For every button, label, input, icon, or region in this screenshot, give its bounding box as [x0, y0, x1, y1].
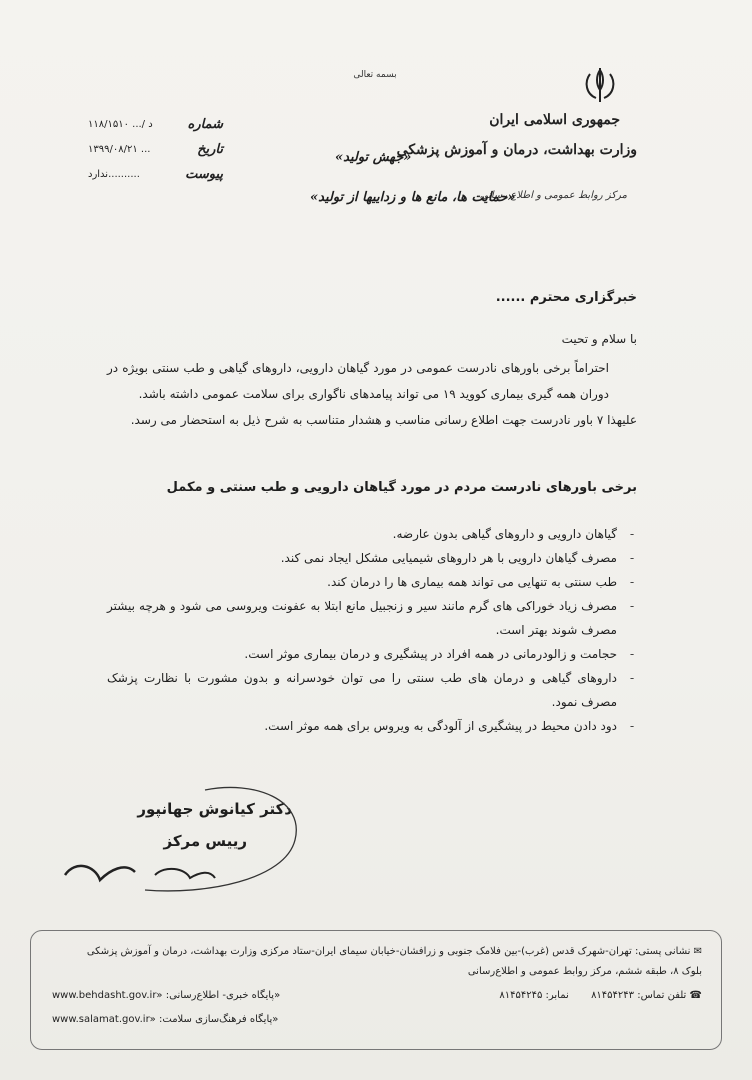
list-item: - داروهای گیاهی و درمان های طب سنتی را می توان خودسرانه و بدون مشورت با نظارت پزشک مصرف نمود.	[107, 671, 635, 709]
envelope-icon: ✉	[693, 946, 702, 957]
date-row	[88, 137, 223, 162]
footer-phone-fax	[499, 990, 702, 1001]
news-site-label: «پایگاه خبری- اطلاع‌رسانی:	[165, 990, 281, 1001]
addressee: خبرگزاری محترم ......	[495, 290, 637, 305]
ministry-line1: جمهوری اسلامی ایران	[489, 112, 620, 128]
culture-site[interactable]	[52, 1014, 278, 1025]
footer-address-line1: ✉ نشانی پستی: تهران-شهرک قدس (غرب)-بین فلامک جنوبی و زرافشان-خیابان سیمای ایران-ستاد مرکزی وزارت بهداشت، درمان و آموزش پزشکی	[86, 946, 702, 957]
number-label: شماره	[187, 117, 223, 132]
slogan-primary: «جهش تولید»	[335, 150, 412, 165]
slogan-secondary: «حمایت ها، مانع ها و زداییها از تولید»	[310, 190, 516, 205]
letter-meta	[88, 112, 223, 187]
footer-address-line2: بلوک ۸، طبقه ششم، مرکز روابط عمومی و اطلاع‌رسانی	[467, 966, 702, 977]
culture-site-label: «پایگاه فرهنگ‌سازی سلامت:	[159, 1014, 279, 1025]
fax-number: نمابر: ۸۱۴۵۴۲۴۵	[499, 990, 569, 1001]
attachment-row	[88, 162, 223, 187]
beliefs-list	[107, 522, 647, 738]
body-paragraph: احتراماً برخی باورهای نادرست عمومی در مورد گیاهان دارویی، داروهای گیاهی و طب سنتی بویژه در دوران همه گیری بیماری کووید ۱۹ می تواند پیامدهای ناگواری برای سلامت عمومی داشته باشد.	[107, 361, 609, 401]
date-label: تاریخ	[197, 142, 223, 157]
date-value: ۱۳۹۹/۰۸/۲۱ ...	[88, 144, 151, 155]
number-row	[88, 112, 223, 137]
phone-number: تلفن تماس: ۸۱۴۵۴۲۴۳	[591, 990, 687, 1001]
list-item: - دود دادن محیط در پیشگیری از آلودگی به ویروس برای همه موثر است.	[264, 719, 635, 733]
list-item: - گیاهان دارویی و داروهای گیاهی بدون عارضه.	[392, 527, 635, 541]
bismillah: بسمه تعالی	[353, 70, 397, 80]
body-paragraph: علیهذا ۷ باور نادرست جهت اطلاع رسانی مناسب و هشدار متناسب به شرح ذیل به استحضار می رسد.	[130, 413, 637, 427]
number-value: ۱۱۸/۱۵۱۰ .../ د	[88, 119, 153, 130]
news-site-url[interactable]: www.behdasht.gov.ir»	[52, 990, 163, 1001]
list-item: - مصرف گیاهان دارویی با هر داروهای شیمیایی مشکل ایجاد نمی کند.	[280, 551, 635, 565]
list-item: - طب سنتی به تنهایی می تواند همه بیماری ها را درمان کند.	[327, 575, 635, 589]
letter-body	[107, 355, 637, 433]
section-heading: برخی باورهای نادرست مردم در مورد گیاهان دارویی و طب سنتی و مکمل	[166, 480, 637, 495]
attachment-label: پیوست	[185, 167, 223, 182]
ministry-line2: وزارت بهداشت، درمان و آموزش پزشکی	[396, 142, 637, 158]
signature-title: رییس مرکز	[163, 832, 247, 850]
greeting: با سلام و تحیت	[561, 332, 637, 346]
ministry-line3: مرکز روابط عمومی و اطلاع رسانی	[479, 190, 627, 201]
list-item: - مصرف زیاد خوراکی های گرم مانند سیر و زنجبیل مانع ابتلا به عفونت ویروسی می شود و هرچه بیشتر مصرف شوند بهتر است.	[107, 599, 635, 637]
phone-icon: ☎	[689, 990, 702, 1001]
news-site[interactable]	[52, 990, 280, 1001]
attachment-value: ندارد..........	[88, 169, 140, 180]
signature-name: دکتر کیانوش جهانپور	[137, 800, 292, 818]
signature-scribble-icon	[55, 780, 315, 905]
iran-emblem-icon	[578, 66, 622, 106]
culture-site-url[interactable]: www.salamat.gov.ir»	[52, 1014, 156, 1025]
list-item: - حجامت و زالودرمانی در همه افراد در پیشگیری و درمان بیماری موثر است.	[244, 647, 635, 661]
